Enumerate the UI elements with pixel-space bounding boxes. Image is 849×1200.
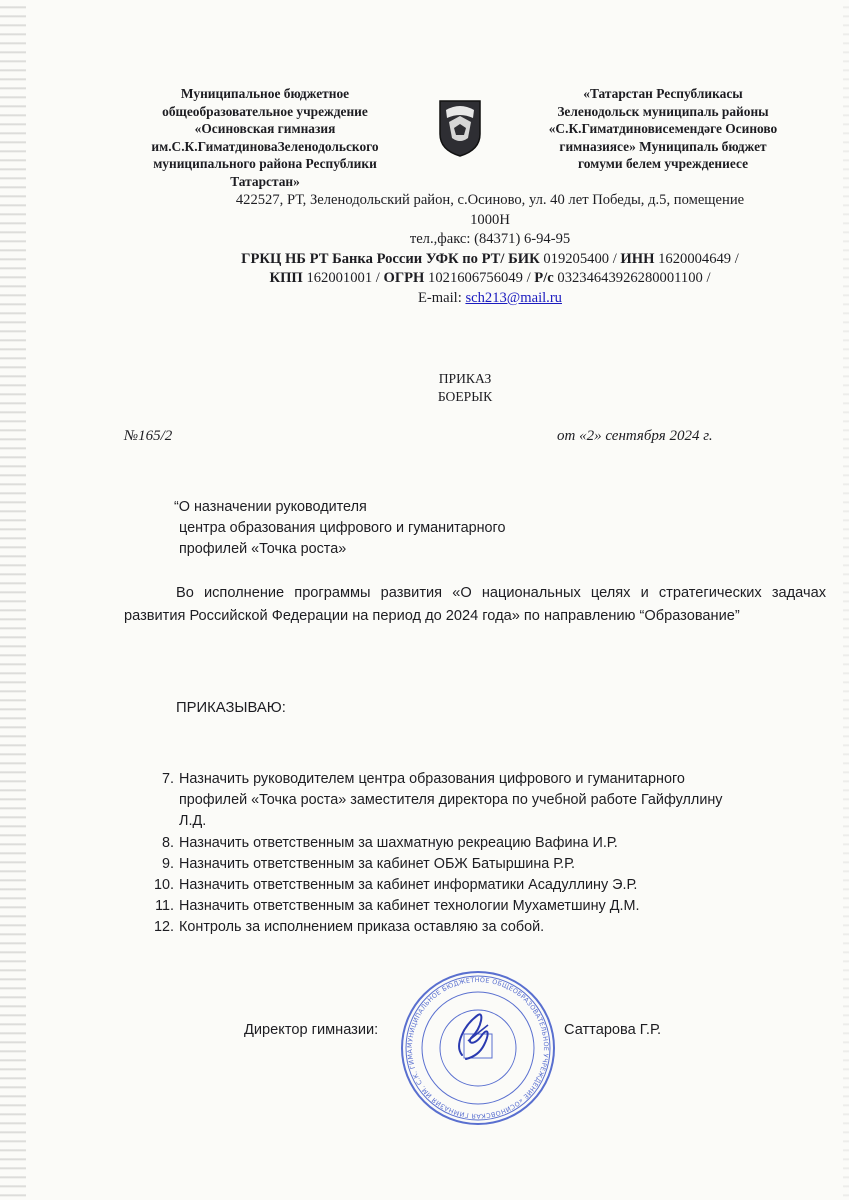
ogrn-value: 1021606756049 (428, 270, 523, 286)
order-number: №165/2 (124, 428, 173, 444)
title-tt: БОЕРЫК (437, 389, 493, 404)
item-text: Назначить ответственным за кабинет технологии Мухаметшину Д.М. (179, 898, 640, 915)
item-text: Назначить ответственным за кабинет ОБЖ Батыршина Р.Р. (179, 855, 576, 872)
bank-line-2 (180, 269, 800, 289)
list-item (124, 854, 744, 875)
inn-label: ИНН (620, 250, 655, 267)
order-word: ПРИКАЗЫВАЮ: (176, 700, 286, 716)
title-ru: ПРИКАЗ (438, 371, 492, 386)
kpp-value: 162001001 (306, 270, 373, 286)
list-item (124, 875, 744, 896)
separator: / (375, 270, 380, 286)
org-name-tt-line: гимназиясе» Муниципаль бюджет (559, 138, 767, 154)
scan-edge-right (843, 0, 849, 1200)
subject-line: центра образования цифрового и гуманитарного (179, 520, 506, 536)
org-name-tt-line: Зеленодольск муниципаль районы (557, 103, 769, 119)
ogrn-label: ОГРН (383, 270, 425, 286)
inn-value: 1620004649 (658, 250, 732, 267)
item-number: 11. (155, 898, 174, 915)
item-text: Контроль за исполнением приказа оставляю за собой. (179, 919, 545, 936)
item-text: Назначить ответственным за шахматную рекреацию Вафина И.Р. (179, 834, 618, 851)
director-role: Директор гимназии: (244, 1022, 379, 1038)
email-line (180, 289, 800, 309)
list-item (124, 896, 744, 917)
list-item (124, 833, 744, 854)
org-name-ru-line: общеобразовательное учреждение (162, 103, 368, 119)
address-line-2: 1000Н (470, 211, 510, 228)
item-text: Назначить ответственным за кабинет информатики Асадуллину Э.Р. (179, 877, 638, 894)
basis-paragraph: Во исполнение программы развития «О национальных целях и стратегических задачах развития Российской Федерации на период до 2024 года» по направлению “Образование” (124, 585, 826, 624)
separator: / (612, 250, 617, 267)
bank-label: ГРКЦ НБ РТ Банка России УФК по РТ/ БИК (241, 250, 540, 267)
item-number: 9. (161, 855, 174, 872)
item-number: 8. (161, 834, 174, 851)
seal-text: МУНИЦИПАЛЬНОЕ БЮДЖЕТНОЕ ОБЩЕОБРАЗОВАТЕЛЬНОЕ УЧРЕЖДЕНИЕ «ОСИНОВСКАЯ ГИМНАЗИЯ ИМ. С.К. ГИМА (405, 975, 551, 1121)
item-number: 10. (153, 877, 174, 894)
separator: / (706, 270, 711, 286)
email-link[interactable]: sch213@mail.ru (465, 289, 562, 306)
rs-label: Р/с (534, 270, 554, 286)
requisites-block (180, 191, 800, 308)
order-subject (174, 497, 594, 560)
item-text: Назначить руководителем центра образования цифрового и гуманитарного профилей «Точка роста» заместителя директора по учебной работе Гайфуллину Л.Д. (179, 771, 723, 830)
handwritten-signature-icon (444, 1005, 504, 1065)
org-name-ru-line: муниципального района Республики (153, 156, 377, 171)
list-item (124, 917, 744, 938)
phone-line: тел.,факс: (84371) 6-94-95 (409, 231, 571, 247)
org-name-tt-line: «Татарстан Республикасы (583, 86, 743, 101)
item-number: 12. (153, 919, 174, 936)
director-name: Саттарова Г.Р. (564, 1022, 662, 1038)
org-name-ru-line: Муниципальное бюджетное (180, 86, 350, 101)
org-name-ru-line: «Осиновская гимназия (194, 121, 336, 136)
email-label: E-mail: (418, 289, 462, 306)
order-items-list (124, 769, 744, 939)
rs-value: 03234643926280001100 (557, 270, 703, 286)
order-date: от «2» сентября 2024 г. (557, 428, 713, 444)
coat-of-arms-icon (437, 98, 483, 158)
separator: / (526, 270, 531, 286)
org-name-tt-line: «С.К.Гиматдиновисемендәге Осиново (548, 121, 778, 136)
separator: / (734, 250, 739, 267)
document-title (400, 370, 530, 406)
bank-line (180, 250, 800, 270)
scan-edge-left (0, 0, 26, 1200)
org-name-tt (528, 85, 798, 173)
org-name-ru-line: им.С.К.ГиматдиноваЗеленодольского (151, 138, 379, 154)
address-line: 422527, РТ, Зеленодольский район, с.Осиново, ул. 40 лет Победы, д.5, помещение (235, 192, 745, 208)
org-name-ru-line: Татарстан» (230, 173, 300, 189)
list-item (124, 769, 744, 833)
kpp-label: КПП (269, 270, 303, 286)
org-name-tt-line: гомуми белем учреждениесе (577, 156, 749, 171)
org-name-ru (130, 85, 400, 190)
subject-line: профилей «Точка роста» (179, 541, 347, 557)
subject-line: “О назначении руководителя (174, 499, 367, 515)
bik-value: 019205400 (543, 250, 610, 267)
item-number: 7. (161, 771, 174, 787)
